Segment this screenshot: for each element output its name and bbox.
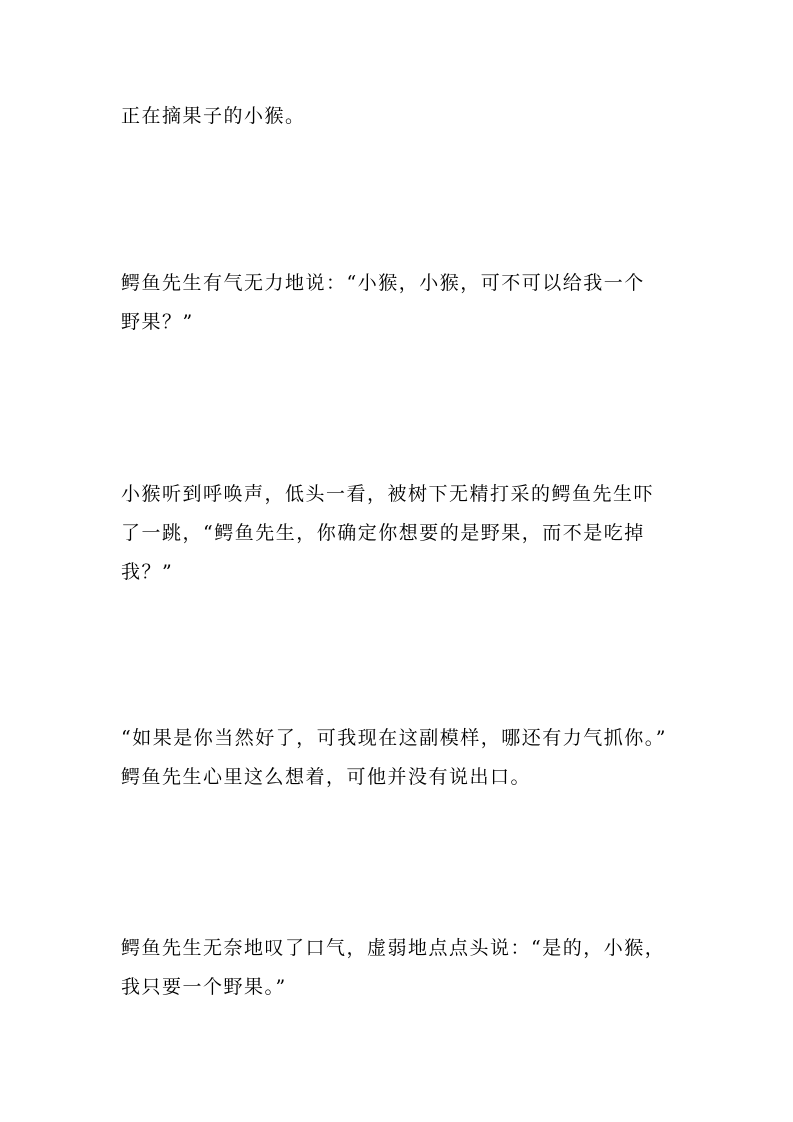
paragraph-line: 野果？” <box>121 311 194 333</box>
paragraph-line: “如果是你当然好了，可我现在这副模样，哪还有力气抓你。” <box>121 727 667 749</box>
paragraph-line: 鳄鱼先生有气无力地说：“小猴，小猴，可不可以给我一个 <box>121 272 645 294</box>
paragraph-line: 我只要一个野果。” <box>121 976 287 998</box>
paragraph-4 <box>121 719 681 797</box>
paragraph-1 <box>121 97 681 136</box>
paragraph-5 <box>121 929 681 1007</box>
paragraph-2 <box>121 264 681 342</box>
paragraph-line: 鳄鱼先生无奈地叹了口气，虚弱地点点头说：“是的，小猴， <box>121 937 666 959</box>
paragraph-line: 我？” <box>121 561 174 583</box>
paragraph-line: 了一跳，“鳄鱼先生，你确定你想要的是野果，而不是吃掉 <box>121 522 645 544</box>
paragraph-line: 正在摘果子的小猴。 <box>121 105 306 127</box>
paragraph-3 <box>121 475 681 592</box>
paragraph-line: 小猴听到呼唤声，低头一看，被树下无精打采的鳄鱼先生吓 <box>121 483 655 505</box>
paragraph-line: 鳄鱼先生心里这么想着，可他并没有说出口。 <box>121 766 532 788</box>
